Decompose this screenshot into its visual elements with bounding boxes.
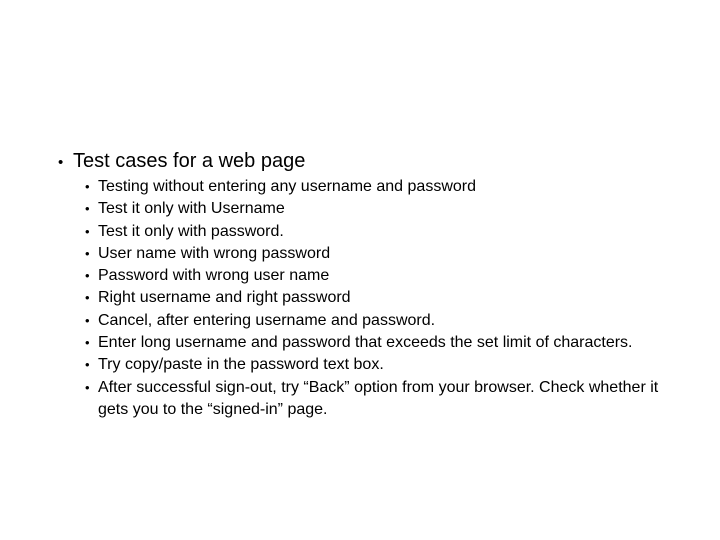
sub-bullet-text: Right username and right password [98,289,351,307]
sub-bullet-text: Enter long username and password that exceeds the set limit of characters. [98,334,633,352]
sub-bullet-item [85,265,685,287]
bullet-icon: • [85,379,90,395]
sub-bullet-text: User name with wrong password [98,244,331,262]
bullet-icon: • [85,179,90,194]
sub-bullet-text: Cancel, after entering username and password. [98,311,436,329]
bullet-icon: • [85,357,90,373]
bullet-icon: • [85,335,90,351]
sub-bullet-item [85,377,685,422]
bullet-icon: • [85,201,90,217]
bullet-icon: • [85,223,90,239]
sub-bullet-item [85,332,685,354]
main-bullet [58,148,305,176]
bullet-icon: • [58,154,64,171]
sub-bullet-item [85,310,685,332]
sub-bullet-item [85,354,685,376]
bullet-icon: • [85,312,90,328]
bullet-icon: • [85,268,90,284]
sub-bullet-text: After successful sign-out, try “Back” option from your browser. Check whether it gets you to the “signed-in” page. [98,378,659,418]
sub-bullet-text: Test it only with Username [98,200,285,218]
sub-bullet-item [85,221,685,243]
sub-bullet-item [85,176,685,198]
bullet-icon: • [85,290,90,306]
sub-bullet-text: Test it only with password. [98,222,284,240]
sub-bullet-text: Try copy/paste in the password text box. [98,356,384,374]
main-bullet-text: Test cases for a web page [73,150,306,172]
sub-bullet-text: Password with wrong user name [98,267,330,285]
sub-bullet-text: Testing without entering any username and password [98,178,476,195]
sub-bullet-item [85,243,685,265]
sub-bullet-item [85,287,685,309]
bullet-icon: • [85,245,90,261]
sub-bullet-list [85,176,685,421]
sub-bullet-item [85,198,685,220]
